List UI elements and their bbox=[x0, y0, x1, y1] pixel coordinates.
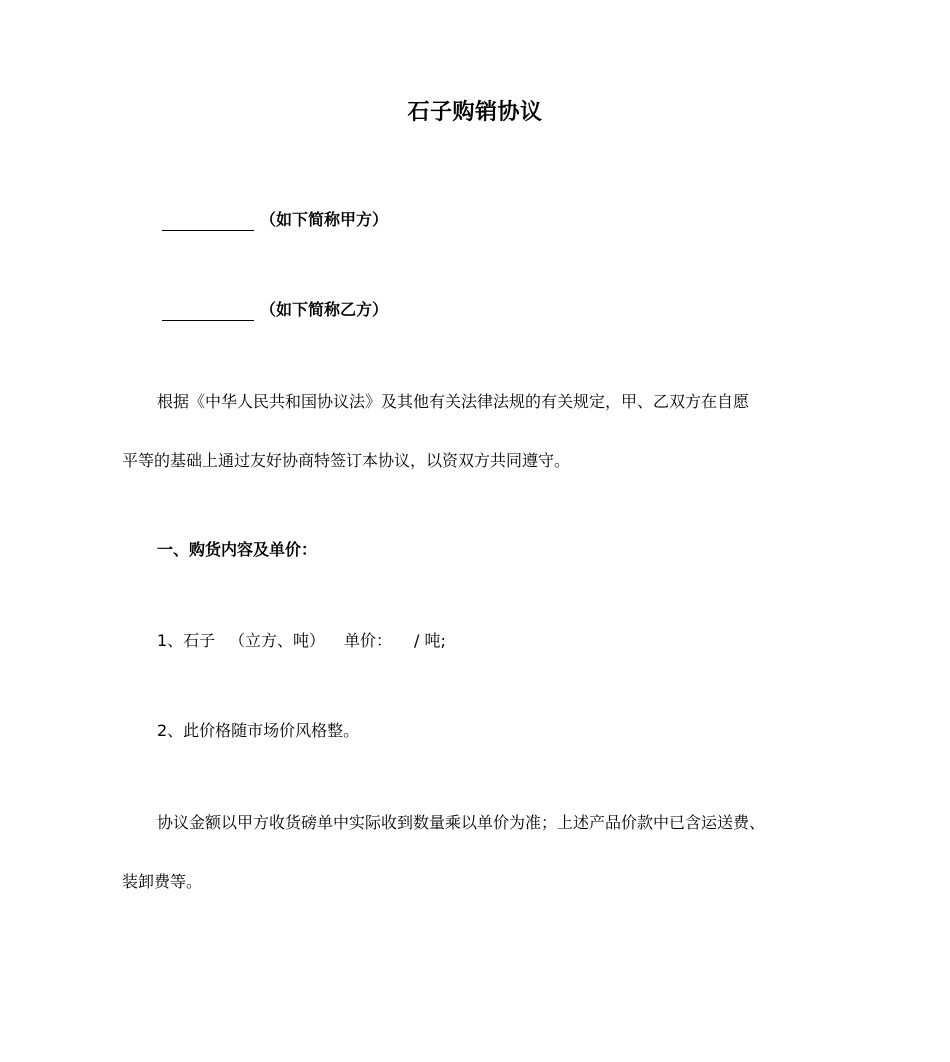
party-a-label: （如下简称甲方） bbox=[260, 210, 389, 229]
intro-paragraph-line-2: 平等的基础上通过友好协商特签订本协议，以资双方共同遵守。 bbox=[122, 451, 571, 470]
item-1-unit: （立方、吨） bbox=[229, 631, 326, 650]
item-1-price-unit: / 吨; bbox=[414, 631, 446, 650]
party-a-blank bbox=[162, 212, 254, 231]
section-1-heading: 一、购货内容及单价： bbox=[157, 540, 318, 559]
party-b-blank bbox=[162, 302, 254, 321]
party-a-line bbox=[162, 209, 388, 231]
item-2-line: 2、此价格随市场价风格整。 bbox=[157, 721, 360, 740]
amount-paragraph-line-2: 装卸费等。 bbox=[122, 872, 203, 891]
item-1-price-label: 单价： bbox=[344, 631, 393, 650]
party-b-label: （如下简称乙方） bbox=[260, 300, 389, 319]
intro-paragraph-line-1: 根据《中华人民共和国协议法》及其他有关法律法规的有关规定，甲、乙双方在自愿 bbox=[157, 392, 750, 411]
amount-paragraph-line-1: 协议金额以甲方收货磅单中实际收到数量乘以单价为准；上述产品价款中已含运送费、 bbox=[157, 813, 766, 832]
item-1-name: 1、石子 bbox=[157, 631, 216, 650]
item-1-line bbox=[157, 630, 446, 652]
document-title: 石子购销协议 bbox=[407, 100, 543, 125]
party-b-line bbox=[162, 299, 388, 321]
